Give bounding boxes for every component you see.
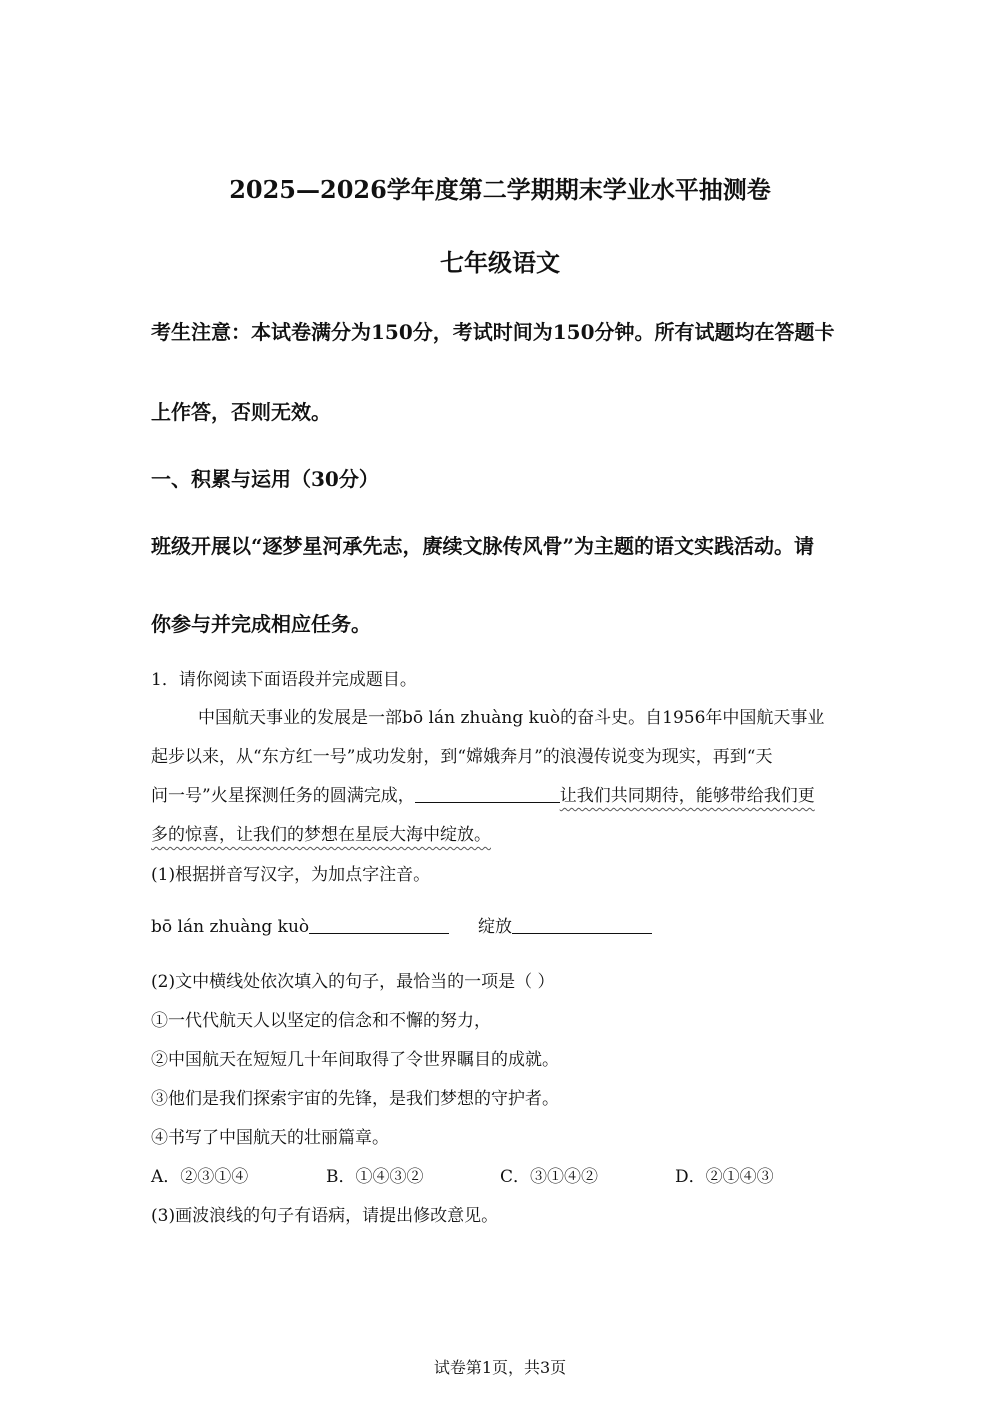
notice-line-1: 考生注意：本试卷满分为150分，考试时间为150分钟。所有试题均在答题卡 — [151, 320, 835, 344]
passage-line-2: 起步以来，从“东方红一号”成功发射，到“嫦娥奔月”的浪漫传说变为现实，再到“天 — [151, 747, 773, 767]
word-answer-blank[interactable] — [512, 915, 652, 934]
option-b[interactable]: B．①④③② — [326, 1167, 424, 1187]
option-c[interactable]: C．③①④② — [500, 1167, 599, 1187]
passage-line-3 — [151, 781, 851, 806]
exam-subject: 七年级语文 — [440, 248, 560, 277]
passage-line-1: 中国航天事业的发展是一部bō lán zhuàng kuò的奋斗史。自1956年中国航天事业 — [198, 708, 825, 728]
sentence-4: ④书写了中国航天的壮丽篇章。 — [151, 1128, 389, 1148]
sentence-2: ②中国航天在短短几十年间取得了令世界瞩目的成就。 — [151, 1050, 559, 1070]
question-1-prompt: 1．请你阅读下面语段并完成题目。 — [151, 670, 417, 690]
notice-line-2: 上作答，否则无效。 — [151, 400, 331, 424]
sub-question-3: (3)画波浪线的句子有语病，请提出修改意见。 — [151, 1206, 499, 1226]
section-heading: 一、积累与运用（30分） — [151, 467, 379, 491]
pinyin-answer-blank[interactable] — [309, 915, 449, 934]
option-d[interactable]: D．②①④③ — [675, 1167, 774, 1187]
exam-title: 2025—2026学年度第二学期期末学业水平抽测卷 — [229, 175, 771, 204]
section-intro-line-1: 班级开展以“逐梦星河承先志，赓续文脉传风骨”为主题的语文实践活动。请 — [151, 534, 815, 558]
passage-line-4 — [151, 820, 851, 845]
page-footer: 试卷第1页，共3页 — [433, 1358, 567, 1377]
wavy-sentence-part-2: 多的惊喜，让我们的梦想在星辰大海中绽放。 — [151, 825, 491, 845]
fill-pinyin-label: bō lán zhuàng kuò — [151, 917, 310, 937]
fill-row — [151, 912, 851, 937]
wavy-sentence-part-1: 让我们共同期待，能够带给我们更 — [559, 786, 815, 806]
passage-blank[interactable] — [415, 784, 560, 803]
fill-word-label: 绽放 — [477, 917, 512, 937]
sub-question-2: (2)文中横线处依次填入的句子，最恰当的一项是（ ） — [151, 972, 555, 992]
passage-line-3-start: 问一号”火星探测任务的圆满完成， — [151, 786, 415, 806]
sub-question-1: (1)根据拼音写汉字，为加点字注音。 — [151, 865, 431, 885]
sentence-3: ③他们是我们探索宇宙的先锋，是我们梦想的守护者。 — [151, 1089, 559, 1109]
sentence-1: ①一代代航天人以坚定的信念和不懈的努力， — [151, 1011, 491, 1031]
option-a[interactable]: A．②③①④ — [151, 1167, 249, 1187]
section-intro-line-2: 你参与并完成相应任务。 — [151, 612, 371, 636]
